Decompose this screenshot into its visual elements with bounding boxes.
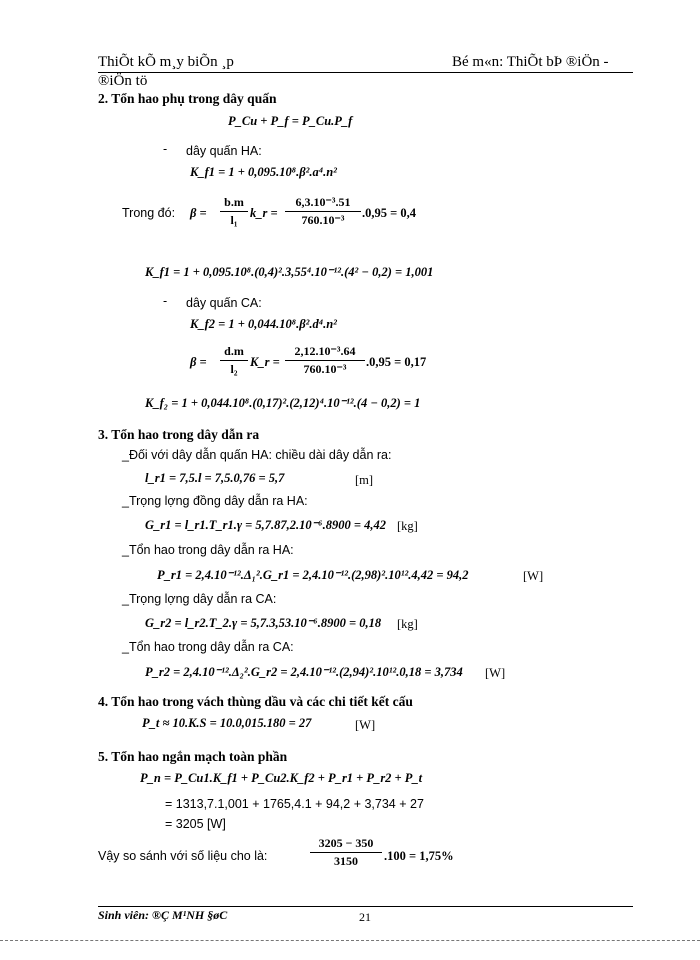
beta2-fraction	[220, 344, 248, 377]
eq-lr1: l_r1 = 7,5.l = 7,5.0,76 = 5,7	[145, 471, 285, 485]
beta2-result: .0,95 = 0,17	[366, 355, 427, 369]
section-4-title: 4. Tổn hao trong vách thùng dầu và các chi tiết kết cấu	[98, 694, 413, 709]
unit-m: [m]	[355, 473, 374, 487]
pn-result: = 3205 [W]	[165, 817, 226, 831]
beta1-value-den: 760.10⁻³	[301, 213, 345, 227]
bullet-ca: dây quấn CA:	[186, 296, 262, 310]
eq-gr1: G_r1 = l_r1.T_r1.γ = 5,7.87,2.10⁻⁶.8900 = 4,42	[145, 518, 386, 532]
page-number: 21	[359, 910, 371, 924]
beta2-value-fraction	[285, 344, 365, 377]
bullet-dash: -	[163, 142, 168, 156]
header-right: Bé m«n: ThiÕt bÞ ®iÖn -	[452, 54, 609, 70]
eq-kf1: K_f1 = 1 + 0,095.10⁸.β².a⁴.n²	[190, 165, 337, 179]
beta2-den: l₂	[230, 362, 238, 376]
s3-line5: _Tổn hao trong dây dẫn ra CA:	[122, 640, 294, 654]
beta2-value-num: 2,12.10⁻³.64	[294, 344, 356, 358]
footer-rule	[98, 906, 633, 907]
compare-result: .100 = 1,75%	[384, 849, 454, 863]
beta1-result: .0,95 = 0,4	[362, 206, 416, 220]
section-3-title: 3. Tổn hao trong dây dẫn ra	[98, 427, 260, 442]
section-5-title: 5. Tổn hao ngắn mạch toàn phần	[98, 749, 288, 764]
trong-do-label: Trong đó:	[122, 206, 176, 220]
header-left: ThiÕt kÕ m¸y biÕn ¸p	[98, 54, 234, 70]
beta1-symbol: β =	[190, 206, 207, 220]
eq-pr1: P_r1 = 2,4.10⁻¹².Δ₁².G_r1 = 2,4.10⁻¹².(2,98)².10¹².4,42 = 94,2	[157, 568, 469, 582]
eq-gr2: G_r2 = l_r2.T_2.γ = 5,7.3,53.10⁻⁶.8900 = 0,18	[145, 616, 382, 630]
compare-label: Vậy so sánh với số liệu cho là:	[98, 849, 268, 863]
eq-pr2: P_r2 = 2,4.10⁻¹².Δ₂².G_r2 = 2,4.10⁻¹².(2,94)².10¹².0,18 = 3,734	[145, 665, 463, 679]
beta2-k: K_r =	[250, 355, 280, 369]
section-2-title: 2. Tổn hao phụ trong dây quấn	[98, 91, 277, 106]
s3-line4: _Trọng lợng dây dẫn ra CA:	[122, 592, 277, 606]
s3-line2: _Trọng lợng đồng dây dẫn ra HA:	[122, 494, 308, 508]
beta2-symbol: β =	[190, 355, 207, 369]
beta2-value-den: 760.10⁻³	[303, 362, 347, 376]
kf1-value: K_f1 = 1 + 0,095.10⁸.(0,4)².3,55⁴.10⁻¹².(4² − 0,2) = 1,001	[145, 265, 434, 279]
bullet-ha: dây quấn HA:	[186, 144, 262, 158]
page-break-line	[0, 940, 700, 941]
s3-line1: _Đối với dây dẫn quấn HA: chiều dài dây dẫn ra:	[122, 448, 392, 462]
eq-pcu-pf: P_Cu + P_f = P_Cu.P_f	[228, 114, 353, 128]
beta1-den: l₁	[230, 213, 238, 227]
beta1-value-fraction	[285, 195, 361, 228]
eq-kf2: K_f2 = 1 + 0,044.10⁸.β².d⁴.n²	[190, 317, 337, 331]
beta1-value-num: 6,3.10⁻³.51	[295, 195, 351, 209]
unit-kg: [kg]	[397, 617, 418, 631]
s3-line3: _Tổn hao trong dây dẫn ra HA:	[122, 543, 294, 557]
eq-pt: P_t ≈ 10.K.S = 10.0,015.180 = 27	[142, 716, 312, 730]
header-sub: ®iÖn tö	[98, 73, 148, 89]
beta1-k: k_r =	[250, 206, 278, 220]
compare-num: 3205 − 350	[318, 836, 374, 850]
compare-fraction	[310, 836, 382, 869]
unit-w: [W]	[355, 718, 376, 732]
beta2-num: d.m	[224, 344, 244, 358]
pn-calc: = 1313,7.1,001 + 1765,4.1 + 94,2 + 3,734 + 27	[165, 797, 424, 811]
bullet-dash: -	[163, 294, 168, 308]
compare-den: 3150	[334, 854, 358, 868]
beta1-num: b.m	[224, 195, 244, 209]
footer-author: Sinh viên: ®Ç M¹NH §øC	[98, 908, 228, 922]
kf2-value: K_f₂ = 1 + 0,044.10⁸.(0,17)².(2,12)⁴.10⁻¹².(4 − 0,2) = 1	[145, 396, 421, 410]
unit-w: [W]	[485, 666, 506, 680]
unit-w: [W]	[523, 569, 544, 583]
header-rule	[98, 72, 633, 73]
unit-kg: [kg]	[397, 519, 418, 533]
eq-pn: P_n = P_Cu1.K_f1 + P_Cu2.K_f2 + P_r1 + P_r2 + P_t	[140, 771, 423, 785]
beta1-fraction	[220, 195, 248, 228]
